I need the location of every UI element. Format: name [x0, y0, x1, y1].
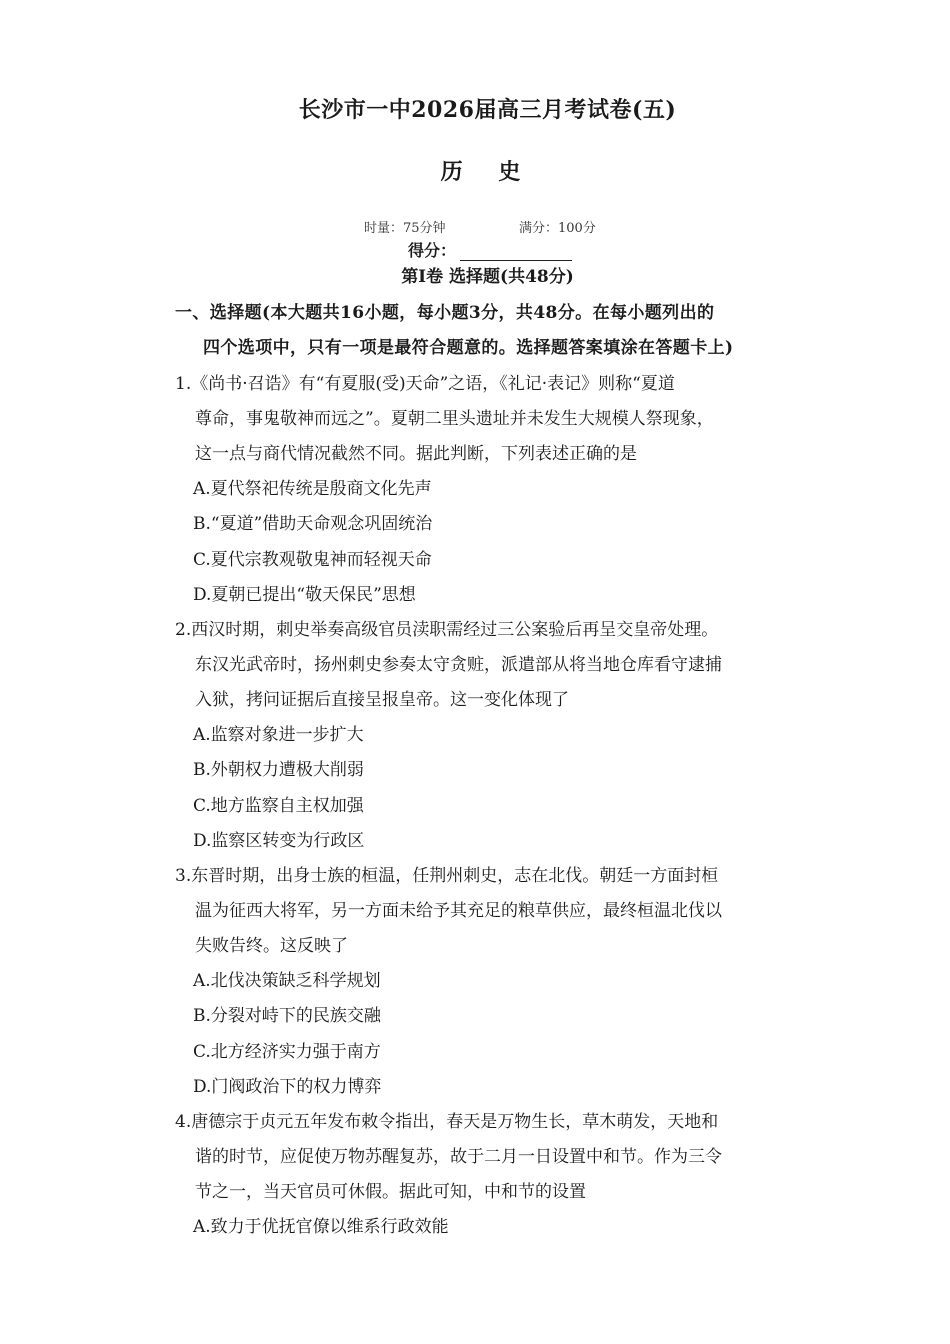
part-title: 第Ⅰ卷 选择题(共48分)	[401, 267, 574, 287]
question-1-option-c: C.夏代宗教观敬鬼神而轻视天命	[193, 550, 432, 570]
question-2-stem: 2.西汉时期，刺史举奏高级官员渎职需经过三公案验后再呈交皇帝处理。	[175, 620, 719, 640]
question-3-option-c: C.北方经济实力强于南方	[193, 1042, 381, 1062]
question-2-option-b: B.外朝权力遭极大削弱	[193, 760, 364, 780]
question-4-option-a: A.致力于优抚官僚以维系行政效能	[193, 1217, 449, 1237]
section-instruction-line: 四个选项中，只有一项是最符合题意的。选择题答案填涂在答题卡上)	[203, 338, 734, 358]
question-3-stem: 温为征西大将军，另一方面未给予其充足的粮草供应，最终桓温北伐以	[195, 901, 722, 921]
full-score: 满分：100分	[519, 221, 596, 236]
question-1-stem: 1.《尚书·召诰》有“有夏服(受)天命”之语，《礼记·表记》则称“夏道	[175, 374, 675, 394]
question-3-stem: 失败告终。这反映了	[195, 936, 348, 956]
question-2-option-a: A.监察对象进一步扩大	[193, 725, 364, 745]
question-2-option-c: C.地方监察自主权加强	[193, 796, 364, 816]
question-4-stem: 4.唐德宗于贞元五年发布敕令指出，春天是万物生长，草木萌发，天地和	[175, 1112, 719, 1132]
question-1-stem: 这一点与商代情况截然不同。据此判断，下列表述正确的是	[195, 444, 637, 464]
question-3-option-d: D.门阀政治下的权力博弈	[193, 1077, 382, 1097]
question-2-stem: 东汉光武帝时，扬州刺史参奏太守贪赃，派遣部从将当地仓库看守逮捕	[195, 655, 722, 675]
subject-title: 历 史	[440, 159, 535, 185]
question-1-option-d: D.夏朝已提出“敬天保民”思想	[193, 585, 416, 605]
question-2-stem: 入狱，拷问证据后直接呈报皇帝。这一变化体现了	[195, 690, 569, 710]
question-4-stem: 节之一，当天官员可休假。据此可知，中和节的设置	[195, 1182, 586, 1202]
score-field	[408, 238, 572, 261]
question-3-option-a: A.北伐决策缺乏科学规划	[193, 971, 381, 991]
question-2-option-d: D.监察区转变为行政区	[193, 831, 365, 851]
question-1-stem: 尊命，事鬼敬神而远之”。夏朝二里头遗址并未发生大规模人祭现象，	[195, 409, 714, 429]
section-instruction-line: 一、选择题(本大题共16小题，每小题3分，共48分。在每小题列出的	[175, 303, 715, 323]
score-blank	[460, 244, 572, 261]
question-4-stem: 谐的时节，应促使万物苏醒复苏，故于二月一日设置中和节。作为三令	[195, 1147, 722, 1167]
question-1-option-b: B.“夏道”借助天命观念巩固统治	[193, 514, 433, 534]
score-label: 得分：	[408, 241, 457, 260]
question-3-option-b: B.分裂对峙下的民族交融	[193, 1006, 381, 1026]
question-3-stem: 3.东晋时期，出身士族的桓温，任荆州刺史，志在北伐。朝廷一方面封桓	[175, 866, 719, 886]
exam-title: 长沙市一中2026届高三月考试卷(五)	[298, 97, 677, 123]
question-1-option-a: A.夏代祭祀传统是殷商文化先声	[193, 479, 432, 499]
time-limit: 时量：75分钟	[364, 221, 446, 236]
